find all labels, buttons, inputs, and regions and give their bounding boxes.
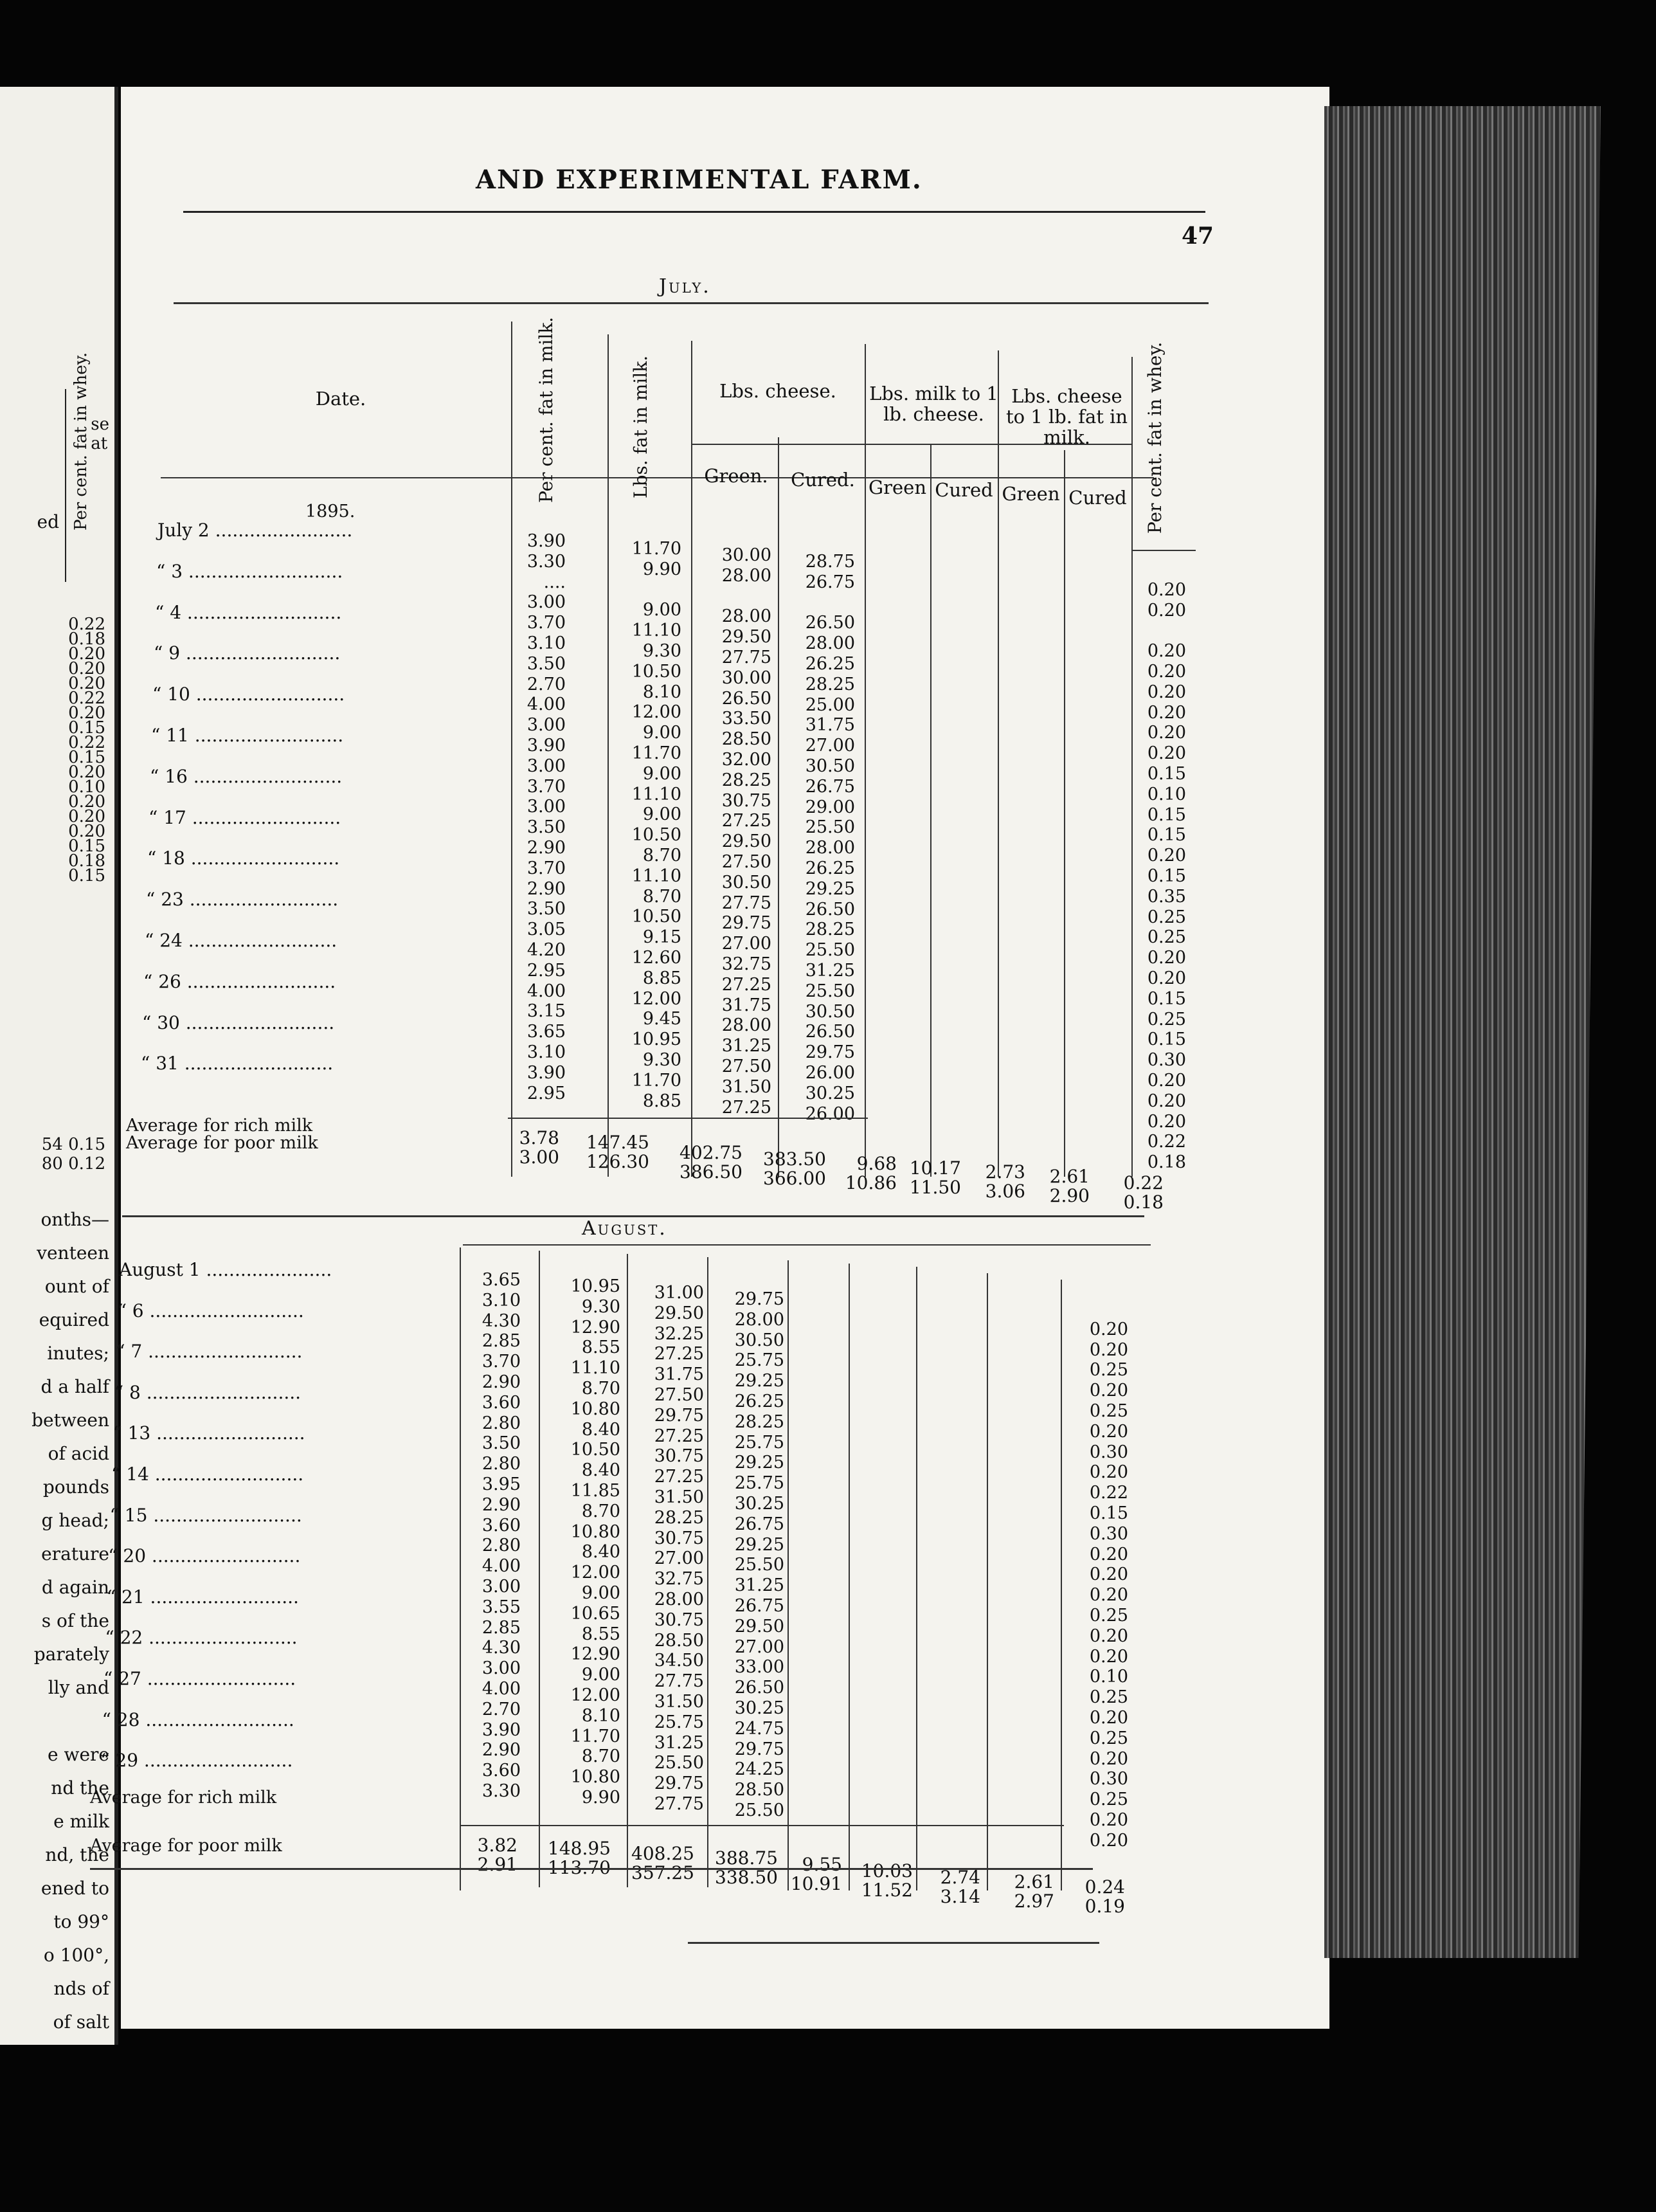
left-text-line: lly and (48, 1677, 109, 1698)
col-divider (460, 1247, 461, 1890)
date-label: “ 16 (150, 765, 188, 787)
left-text-line: to 99° (53, 1911, 109, 1932)
date-label: “ 15 (109, 1504, 148, 1526)
left-text-line: venteen (37, 1242, 109, 1264)
col-divider (627, 1254, 628, 1887)
leader-dots: ...................... (200, 1259, 332, 1280)
date-label: “ 30 (142, 1011, 180, 1033)
left-text-line: equired (39, 1309, 109, 1330)
date-row (146, 889, 338, 910)
july-year: 1895. (305, 502, 356, 521)
col-divider (788, 1260, 789, 1890)
july-top-rule (174, 302, 1209, 304)
leader-dots: .......................... (181, 970, 336, 992)
august-bottom-rule (90, 1868, 1093, 1870)
date-row (116, 1341, 302, 1362)
august-avg-lbs-fat: 148.95 113.70 (548, 1838, 611, 1878)
date-label: “ 18 (147, 848, 185, 869)
left-text-line: g head; (41, 1510, 109, 1531)
col-divider (511, 322, 512, 1177)
date-label: “ 21 (106, 1586, 145, 1608)
pct-fat-whey-header: Per cent. fat in whey. (1144, 341, 1166, 534)
august-title: August. (582, 1217, 667, 1240)
august-avg-green: 408.25 357.25 (631, 1843, 694, 1883)
cured-header-2: Cured (935, 479, 993, 501)
date-label: “ 26 (143, 970, 181, 992)
lbs-cheese-header: Lbs. cheese. (719, 380, 836, 402)
august-avg-fat-green: 2.74 3.14 (940, 1867, 980, 1907)
july-avg-whey: 0.22 0.18 (1123, 1172, 1164, 1213)
august-header-rule (463, 1244, 1151, 1246)
date-row (151, 725, 343, 746)
lbs-fat-milk-header: Lbs. fat in milk. (630, 355, 651, 498)
date-label: “ 8 (114, 1381, 141, 1403)
august-avg-rich-label: Average for rich milk (90, 1788, 277, 1808)
date-row (152, 684, 345, 705)
date-label: “ 22 (105, 1627, 143, 1649)
left-bottom-values: 54 0.15 80 0.12 (41, 1135, 105, 1174)
milk-to-cheese-header: Lbs. milk to 1 lb. cheese. (869, 383, 998, 425)
page-number: 47 (1182, 222, 1214, 249)
date-row (114, 1382, 301, 1403)
date-label: “ 31 (141, 1053, 179, 1074)
pct-fat-milk-header: Per cent. fat in milk. (536, 316, 557, 503)
left-text-line: ened to (40, 1878, 109, 1899)
leader-dots: ........................... (180, 642, 341, 664)
cured-header: Cured. (791, 469, 855, 491)
leader-dots: .......................... (190, 684, 345, 705)
leader-dots: .......................... (150, 1422, 305, 1444)
date-label: “ 3 (156, 560, 183, 582)
header-bottom-rule (161, 477, 1154, 478)
leader-dots: ........................... (142, 1341, 303, 1363)
leader-dots: .......................... (146, 1545, 301, 1567)
page-edge (1324, 106, 1601, 1958)
left-whey-header: Per cent. fat in whey. (65, 389, 111, 582)
header-rule (183, 211, 1205, 213)
date-label: “ 4 (155, 601, 182, 623)
leader-dots: .......................... (140, 1709, 294, 1730)
date-label: “ 9 (154, 642, 181, 664)
august-avg-pct-fat: 3.82 2.91 (477, 1835, 518, 1875)
left-text-line: ount of (44, 1276, 109, 1297)
green-header-2: Green (868, 476, 927, 498)
july-lbs-fat-column: 11.70 9.90 9.00 11.10 9.30 10.50 8.10 12.00 9.00 11.70 9.00 11.10 9.00 10.50 8.70 11.10 8.70 10.50 9.15 12.60 8.85 12.00 9.45 10.95 9.30 11.70 8.85 (631, 539, 681, 1111)
leader-dots: .......................... (186, 806, 341, 828)
leader-dots: .......................... (178, 1053, 334, 1074)
date-row (113, 1422, 305, 1444)
left-text-line: parately (33, 1644, 109, 1665)
july-avg-poor-label: Average for poor milk (126, 1133, 318, 1153)
col-divider (1061, 1280, 1062, 1890)
left-text-line: e milk (53, 1811, 109, 1832)
august-whey-column: 0.20 0.20 0.25 0.20 0.25 0.20 0.30 0.20 0.22 0.15 0.30 0.20 0.20 0.20 0.25 0.20 0.20 0.10 0.25 0.20 0.25 0.20 0.30 0.25 0.20 0.20 (1089, 1319, 1128, 1851)
august-avg-milk-cured: 10.03 11.52 (861, 1860, 913, 1901)
july-avg-pct-fat: 3.78 3.00 (519, 1127, 559, 1168)
date-label: “ 27 (104, 1668, 141, 1689)
date-row (143, 971, 336, 992)
date-label: “ 24 (145, 930, 183, 951)
august-avg-milk-green: 9.55 10.91 (790, 1854, 842, 1894)
date-row (158, 520, 352, 541)
left-text-line: s of the (41, 1610, 109, 1631)
left-text-line: erature (41, 1543, 109, 1564)
col-divider (849, 1264, 850, 1890)
date-row (145, 930, 337, 951)
leader-dots: .......................... (138, 1750, 293, 1772)
date-label: “ 10 (152, 684, 190, 705)
col-divider (707, 1257, 708, 1887)
august-avg-whey: 0.24 0.19 (1084, 1876, 1125, 1917)
leader-dots: ........................... (143, 1300, 304, 1321)
august-pct-fat-column: 3.65 3.10 4.30 2.85 3.70 2.90 3.60 2.80 3.50 2.80 3.95 2.90 3.60 2.80 4.00 3.00 3.55 2.85 4.30 3.00 4.00 2.70 3.90 2.90 3.60 3.30 (482, 1270, 521, 1801)
july-title: July. (659, 275, 711, 298)
date-row (119, 1259, 332, 1280)
leader-dots: ........................... (183, 560, 343, 582)
date-row (141, 1053, 333, 1074)
date-label: “ 13 (113, 1422, 151, 1444)
leader-dots: .......................... (184, 848, 340, 869)
july-avg-lbs-fat: 147.45 126.30 (586, 1132, 649, 1172)
leader-dots: .......................... (147, 1504, 302, 1526)
july-green-column: 30.00 28.00 28.00 29.50 27.75 30.00 26.50 33.50 28.50 32.00 28.25 30.75 27.25 29.50 27.50 30.50 27.75 29.75 27.00 32.75 27.25 31.75 28.00 31.25 27.50 31.50 27.25 (721, 545, 771, 1118)
july-avg-fat-cured: 2.61 2.90 (1049, 1166, 1090, 1206)
leader-dots: .......................... (188, 725, 344, 746)
col-divider (987, 1273, 988, 1890)
date-label: “ 11 (151, 725, 189, 746)
whey-rule (1131, 550, 1196, 551)
leader-dots: .......................... (141, 1668, 296, 1689)
left-header-fragment-2: ed (37, 511, 59, 532)
date-label: July 2 (158, 520, 210, 541)
august-green-column: 31.00 29.50 32.25 27.25 31.75 27.50 29.75 27.25 30.75 27.25 31.50 28.25 30.75 27.00 32.75 28.00 30.75 28.50 34.50 27.75 31.50 25.75 31.25 25.50 29.75 27.75 (654, 1283, 704, 1814)
date-row (102, 1709, 294, 1730)
date-label: “ 29 (100, 1750, 139, 1772)
date-row (104, 1668, 296, 1689)
date-label: “ 23 (146, 889, 184, 911)
date-label: “ 6 (117, 1300, 144, 1321)
august-lbs-fat-column: 10.95 9.30 12.90 8.55 11.10 8.70 10.80 8.40 10.50 8.40 11.85 8.70 10.80 8.40 12.00 9.00 10.65 8.55 12.90 9.00 12.00 8.10 11.70 8.70 10.80 9.90 (570, 1276, 620, 1808)
leader-dots: .......................... (179, 1011, 335, 1033)
august-cured-column: 29.75 28.00 30.50 25.75 29.25 26.25 28.25 25.75 29.25 25.75 30.25 26.75 29.25 25.50 31.25 26.75 29.50 27.00 33.00 26.50 30.25 24.75 29.75 24.25 28.50 25.50 (734, 1289, 784, 1820)
date-row (110, 1505, 302, 1526)
date-label: “ 7 (116, 1341, 143, 1363)
august-avg-poor-label: Average for poor milk (90, 1836, 282, 1856)
july-pct-fat-column: 3.90 3.30 .... 3.00 3.70 3.10 3.50 2.70 4.00 3.00 3.90 3.00 3.70 3.00 3.50 2.90 3.70 2.90 3.50 3.05 4.20 2.95 4.00 3.15 3.65 3.10 3.90 2.95 (526, 531, 566, 1103)
leader-dots: .......................... (148, 1464, 304, 1485)
left-text-line: d a half (40, 1376, 109, 1397)
left-text-line: of acid (48, 1443, 109, 1464)
leader-dots: .......................... (143, 1627, 298, 1649)
leader-dots: .......................... (183, 889, 339, 911)
leader-dots: ........................... (140, 1381, 302, 1403)
left-text-line: nds of (53, 1978, 109, 1999)
date-row (155, 602, 341, 623)
col-divider (1064, 450, 1065, 1177)
leader-dots: ........................ (209, 520, 353, 541)
left-header-fragment: se at (91, 415, 109, 453)
date-label: “ 20 (108, 1545, 147, 1567)
july-avg-rich-label: Average for rich milk (126, 1116, 313, 1136)
july-avg-milk-cured: 10.17 11.50 (909, 1157, 961, 1198)
running-head: AND EXPERIMENTAL FARM. (476, 165, 923, 195)
leader-dots: ........................... (181, 601, 342, 623)
col-divider (539, 1251, 540, 1887)
date-row (108, 1545, 300, 1566)
date-row (147, 848, 339, 869)
date-row (107, 1586, 299, 1608)
green-header: Green. (704, 465, 768, 487)
date-row (100, 1750, 292, 1771)
cured-header-3: Cured (1068, 487, 1127, 509)
july-avg-cured: 383.50 366.00 (763, 1148, 826, 1189)
date-row (142, 1012, 334, 1033)
left-text-line: d again (41, 1577, 109, 1598)
date-row (154, 642, 340, 664)
july-avg-fat-green: 2.73 3.06 (985, 1161, 1025, 1202)
july-avg-green: 402.75 386.50 (680, 1142, 742, 1183)
july-avg-rule (508, 1118, 868, 1119)
date-header: Date. (315, 388, 366, 410)
leader-dots: .......................... (182, 930, 338, 951)
left-whey-values: 0.22 0.18 0.20 0.20 0.20 0.22 0.20 0.15 0.22 0.15 0.20 0.10 0.20 0.20 0.20 0.15 0.18 0.15 (68, 615, 105, 885)
date-row (156, 561, 343, 582)
col-divider (930, 444, 932, 1177)
july-cured-column: 28.75 26.75 26.50 28.00 26.25 28.25 25.00 31.75 27.00 30.50 26.75 29.00 25.50 28.00 26.25 29.25 26.50 28.25 25.50 31.25 25.50 30.50 26.50 29.75 26.00 30.25 26.00 (805, 552, 855, 1124)
august-avg-cured: 388.75 338.50 (715, 1847, 778, 1888)
leader-dots: .......................... (187, 765, 343, 787)
july-avg-milk-green: 9.68 10.86 (845, 1153, 897, 1193)
left-text-line: nd, the (45, 1844, 109, 1865)
left-text-line: o 100°, (43, 1945, 109, 1966)
col-divider (916, 1267, 917, 1890)
left-text-line: pounds (42, 1476, 109, 1498)
date-row (148, 807, 341, 828)
col-divider (998, 350, 999, 1177)
date-row (105, 1627, 297, 1648)
date-row (150, 766, 342, 787)
date-label: “ 14 (111, 1464, 149, 1485)
left-text-line: onths— (40, 1209, 109, 1230)
end-rule (688, 1942, 1099, 1944)
leader-dots: .......................... (144, 1586, 299, 1608)
date-label: August 1 (119, 1259, 201, 1280)
date-label: “ 17 (148, 806, 186, 828)
left-text-line: between (32, 1410, 109, 1431)
left-text-line: of salt (53, 2011, 109, 2033)
date-row (118, 1300, 304, 1321)
left-text-line: inutes; (47, 1343, 109, 1364)
august-avg-rule (460, 1825, 1064, 1826)
cheese-to-fat-header: Lbs. cheese to 1 lb. fat in milk. (1005, 385, 1128, 448)
july-whey-column: 0.20 0.20 0.20 0.20 0.20 0.20 0.20 0.20 0.15 0.10 0.15 0.15 0.20 0.15 0.35 0.25 0.25 0.20 0.20 0.15 0.25 0.15 0.30 0.20 0.20 0.20 0.22 0.18 (1147, 579, 1186, 1173)
date-row (111, 1464, 303, 1485)
col-divider (865, 344, 866, 1177)
august-avg-fat-cured: 2.61 2.97 (1014, 1871, 1054, 1912)
date-label: “ 28 (102, 1709, 140, 1730)
green-header-3: Green (1002, 483, 1060, 505)
left-text-line: e were (48, 1744, 109, 1765)
left-text-line: nd the (51, 1777, 109, 1799)
